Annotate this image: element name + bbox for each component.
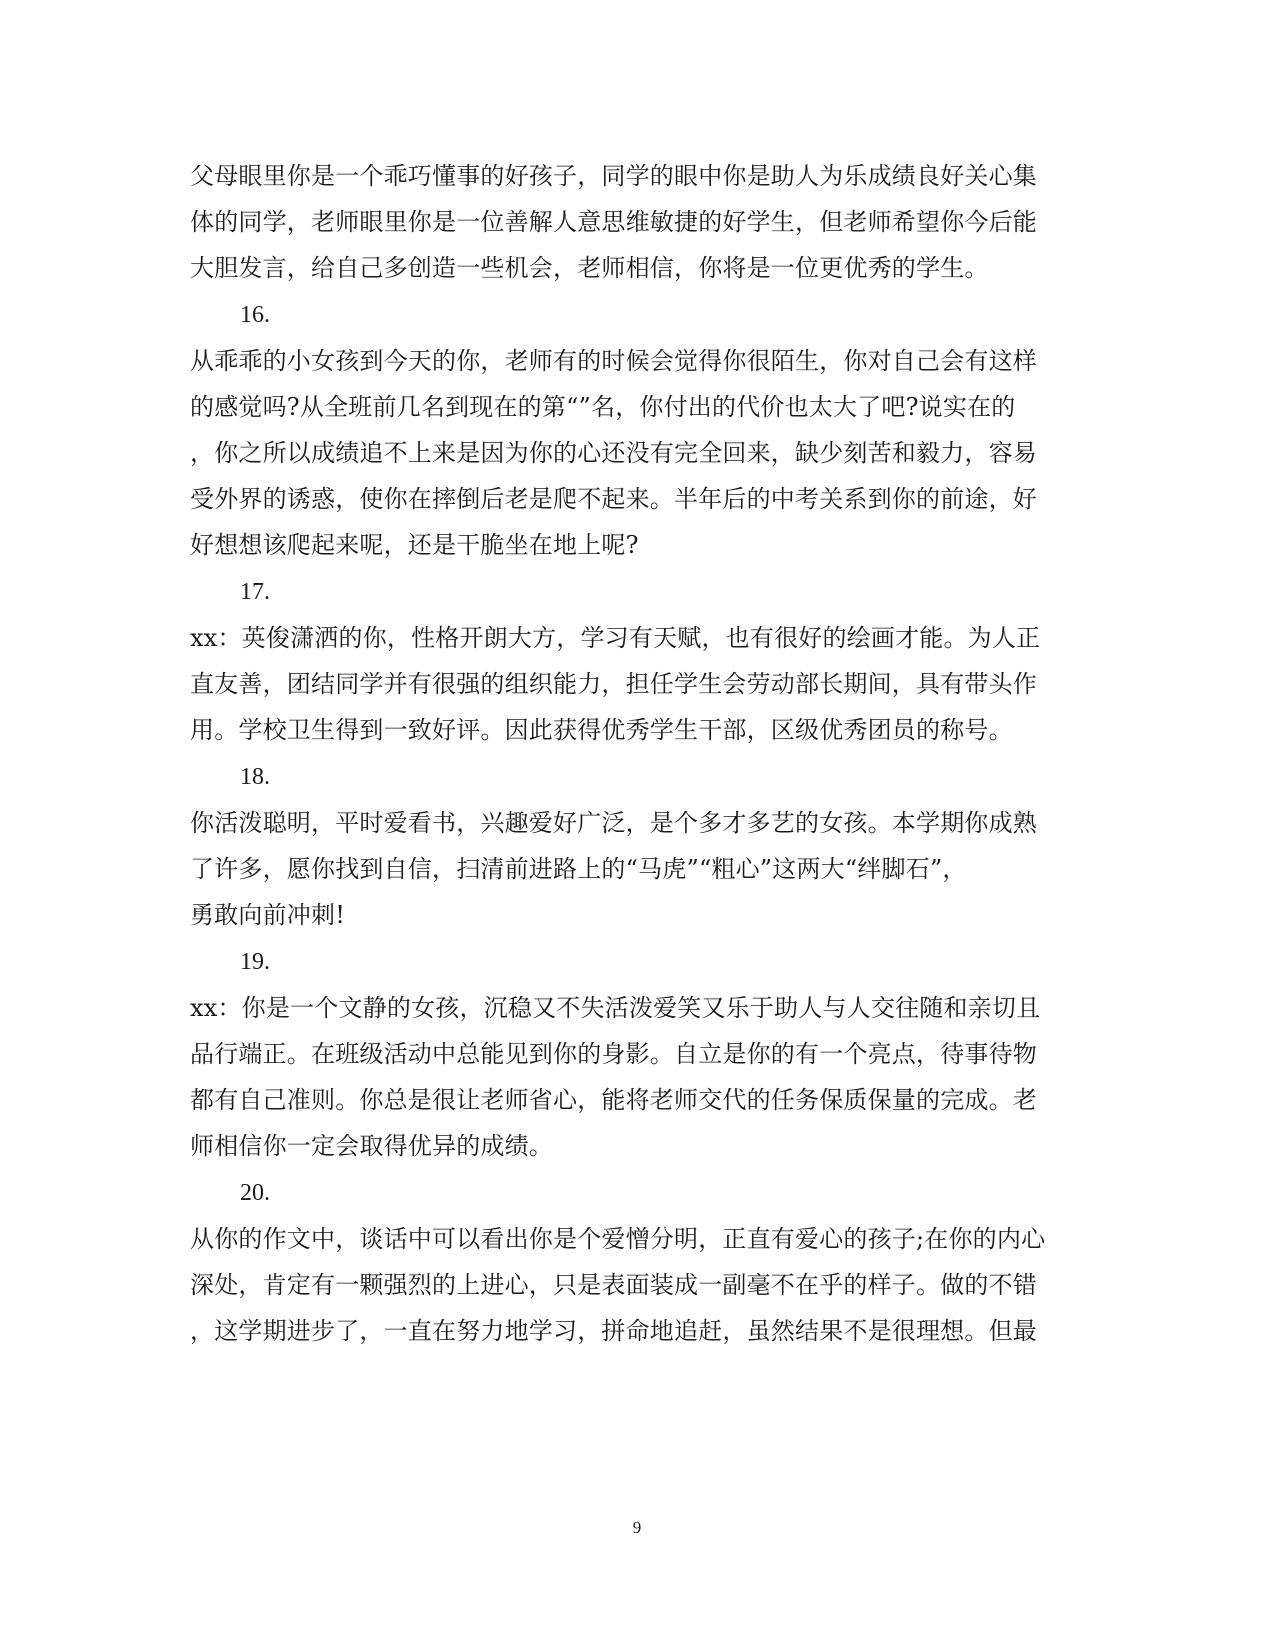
text-line: 从你的作文中，谈话中可以看出你是个爱憎分明，正直有爱心的孩子;在你的内心	[190, 1225, 1046, 1253]
item-number: 17.	[240, 579, 270, 605]
page-number: 9	[632, 1518, 642, 1537]
text-line: 用。学校卫生得到一致好评。因此获得优秀学生干部，区级优秀团员的称号。	[190, 716, 1013, 744]
item-number: 16.	[240, 302, 270, 328]
text-line: ，你之所以成绩追不上来是因为你的心还没有完全回来，缺少刻苦和毅力，容易	[190, 439, 1037, 467]
text-line: 的感觉吗?从全班前几名到现在的第“”名，你付出的代价也太大了吧?说实在的	[190, 393, 1016, 421]
item-number: 20.	[240, 1180, 270, 1206]
item-number: 19.	[240, 949, 270, 975]
text-line: 勇敢向前冲刺!	[190, 901, 346, 929]
text-line: 品行端正。在班级活动中总能见到你的身影。自立是你的有一个亮点，待事待物	[190, 1040, 1037, 1068]
text-line: 你活泼聪明，平时爱看书，兴趣爱好广泛，是个多才多艺的女孩。本学期你成熟	[190, 809, 1037, 837]
text-line: xx：英俊潇洒的你，性格开朗大方，学习有天赋，也有很好的绘画才能。为人正	[190, 624, 1041, 652]
text-line: 大胆发言，给自己多创造一些机会，老师相信，你将是一位更优秀的学生。	[190, 254, 989, 282]
text-line: 受外界的诱惑，使你在摔倒后老是爬不起来。半年后的中考关系到你的前途，好	[190, 485, 1037, 513]
text-line: 都有自己准则。你总是很让老师省心，能将老师交代的任务保质保量的完成。老	[190, 1086, 1037, 1114]
text-line: 父母眼里你是一个乖巧懂事的好孩子，同学的眼中你是助人为乐成绩良好关心集	[190, 162, 1037, 190]
item-number: 18.	[240, 764, 270, 790]
text-line: xx：你是一个文静的女孩，沉稳又不失活泼爱笑又乐于助人与人交往随和亲切且	[190, 994, 1041, 1022]
text-line: 了许多，愿你找到自信，扫清前进路上的“马虎”“粗心”这两大“绊脚石”，	[190, 855, 967, 883]
text-line: 直友善，团结同学并有很强的组织能力，担任学生会劳动部长期间，具有带头作	[190, 670, 1037, 698]
text-line: 从乖乖的小女孩到今天的你，老师有的时候会觉得你很陌生，你对自己会有这样	[190, 347, 1037, 375]
text-line: ，这学期进步了，一直在努力地学习，拼命地追赶，虽然结果不是很理想。但最	[190, 1317, 1037, 1345]
text-line: 师相信你一定会取得优异的成绩。	[190, 1132, 553, 1160]
text-line: 好想想该爬起来呢，还是干脆坐在地上呢?	[190, 531, 639, 559]
text-line: 体的同学，老师眼里你是一位善解人意思维敏捷的好学生，但老师希望你今后能	[190, 208, 1037, 236]
text-line: 深处，肯定有一颗强烈的上进心，只是表面装成一副毫不在乎的样子。做的不错	[190, 1271, 1037, 1299]
